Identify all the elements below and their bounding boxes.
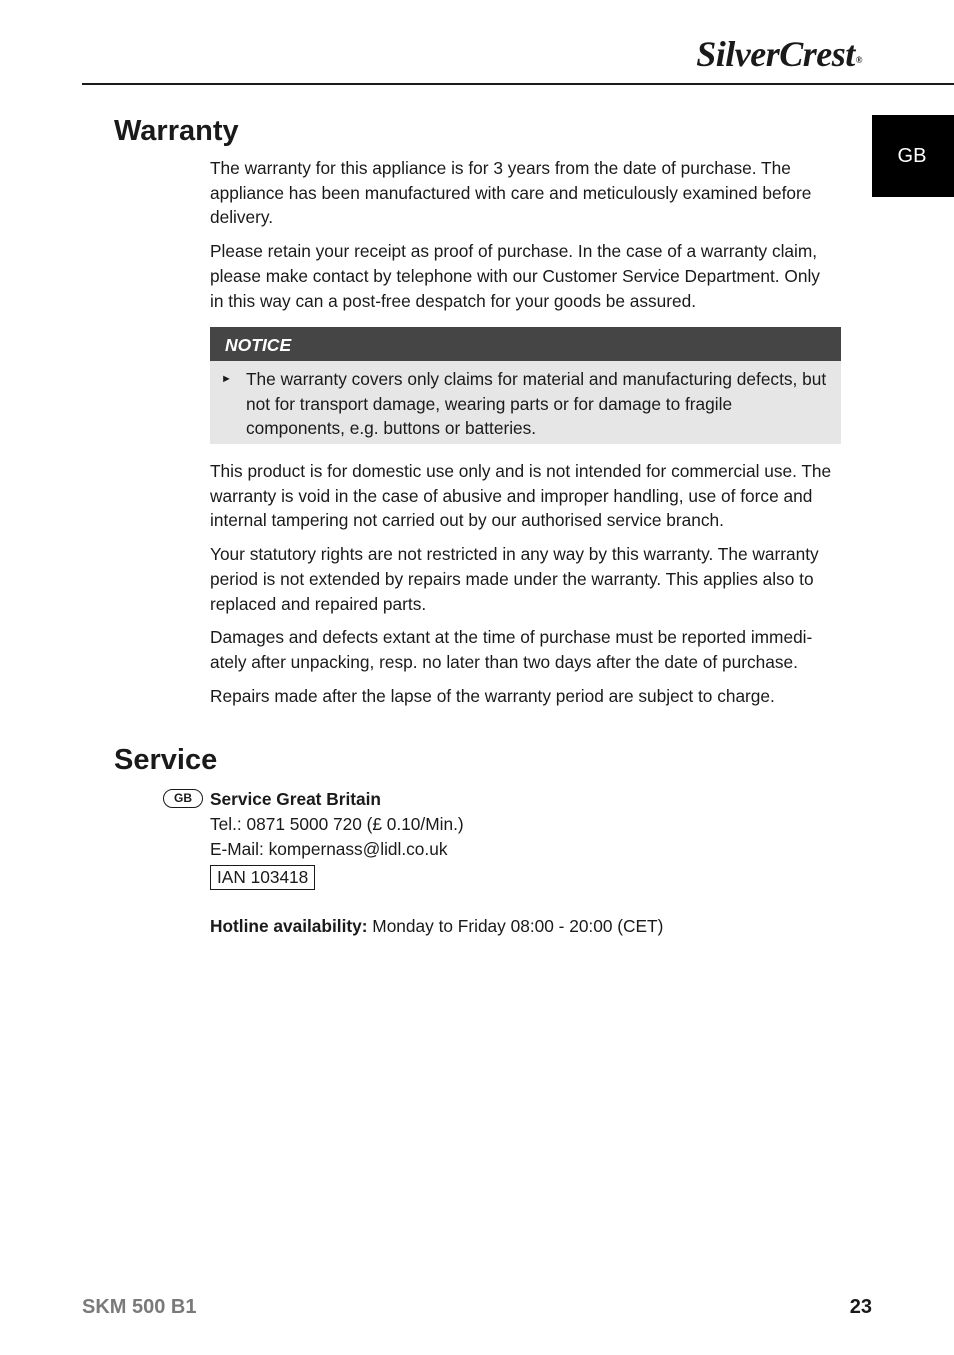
warranty-heading: Warranty: [114, 115, 239, 147]
hotline-hours: Monday to Friday 08:00 - 20:00 (CET): [367, 916, 664, 936]
hotline-label: Hotline availability:: [210, 916, 368, 936]
warranty-terms: [210, 459, 836, 717]
warranty-paragraph: Damages and defects extant at the time of purchase must be reported immedi-ately after unpacking, resp. no later than two days after the date of purchase.: [210, 627, 813, 672]
language-tab: GB: [872, 115, 954, 197]
warranty-paragraph: Please retain your receipt as proof of purchase. In the case of a warranty claim, please make contact by telephone with our Customer Service Department. Only in this way can a post-free despatch for your goods be assured.: [210, 241, 820, 311]
footer-model: SKM 500 B1: [82, 1296, 197, 1318]
warranty-paragraph: This product is for domestic use only and is not intended for commercial use. The warranty is void in the case of abusive and improper handling, use of force and internal tampering not carried out by our authorised service branch.: [210, 461, 832, 531]
brand-name: SilverCrest: [696, 34, 855, 74]
country-badge: GB: [163, 789, 203, 808]
notice-body: [210, 361, 841, 441]
service-heading: Service: [114, 744, 218, 776]
notice-text: The warranty covers only claims for material and manufacturing defects, but not for transport damage, wearing parts or for damage to fragile components, e.g. buttons or batteries.: [246, 369, 827, 439]
registered-mark: ®: [855, 55, 862, 65]
notice-box: [210, 327, 841, 444]
service-email: E-Mail: kompernass@lidl.co.uk: [210, 839, 448, 859]
header-rule: [82, 83, 954, 85]
service-phone: Tel.: 0871 5000 720 (£ 0.10/Min.): [210, 814, 464, 834]
brand-logo: [696, 34, 862, 74]
warranty-intro: [210, 156, 836, 322]
triangle-right-icon: ►: [221, 373, 232, 385]
service-contact: [210, 787, 464, 890]
warranty-paragraph: Repairs made after the lapse of the warranty period are subject to charge.: [210, 685, 775, 706]
hotline-availability: [210, 914, 663, 939]
warranty-paragraph: Your statutory rights are not restricted in any way by this warranty. The warranty period is not extended by repairs made under the warranty. This applies also to replaced and repaired parts.: [210, 544, 819, 614]
page-number: 23: [849, 1296, 872, 1318]
service-name: Service Great Britain: [210, 789, 381, 809]
ian-number: IAN 103418: [210, 865, 315, 890]
warranty-paragraph: The warranty for this appliance is for 3 years from the date of purchase. The appliance has been manufactured with care and meticulously examined before delivery.: [210, 158, 812, 228]
notice-heading: NOTICE: [210, 327, 841, 361]
